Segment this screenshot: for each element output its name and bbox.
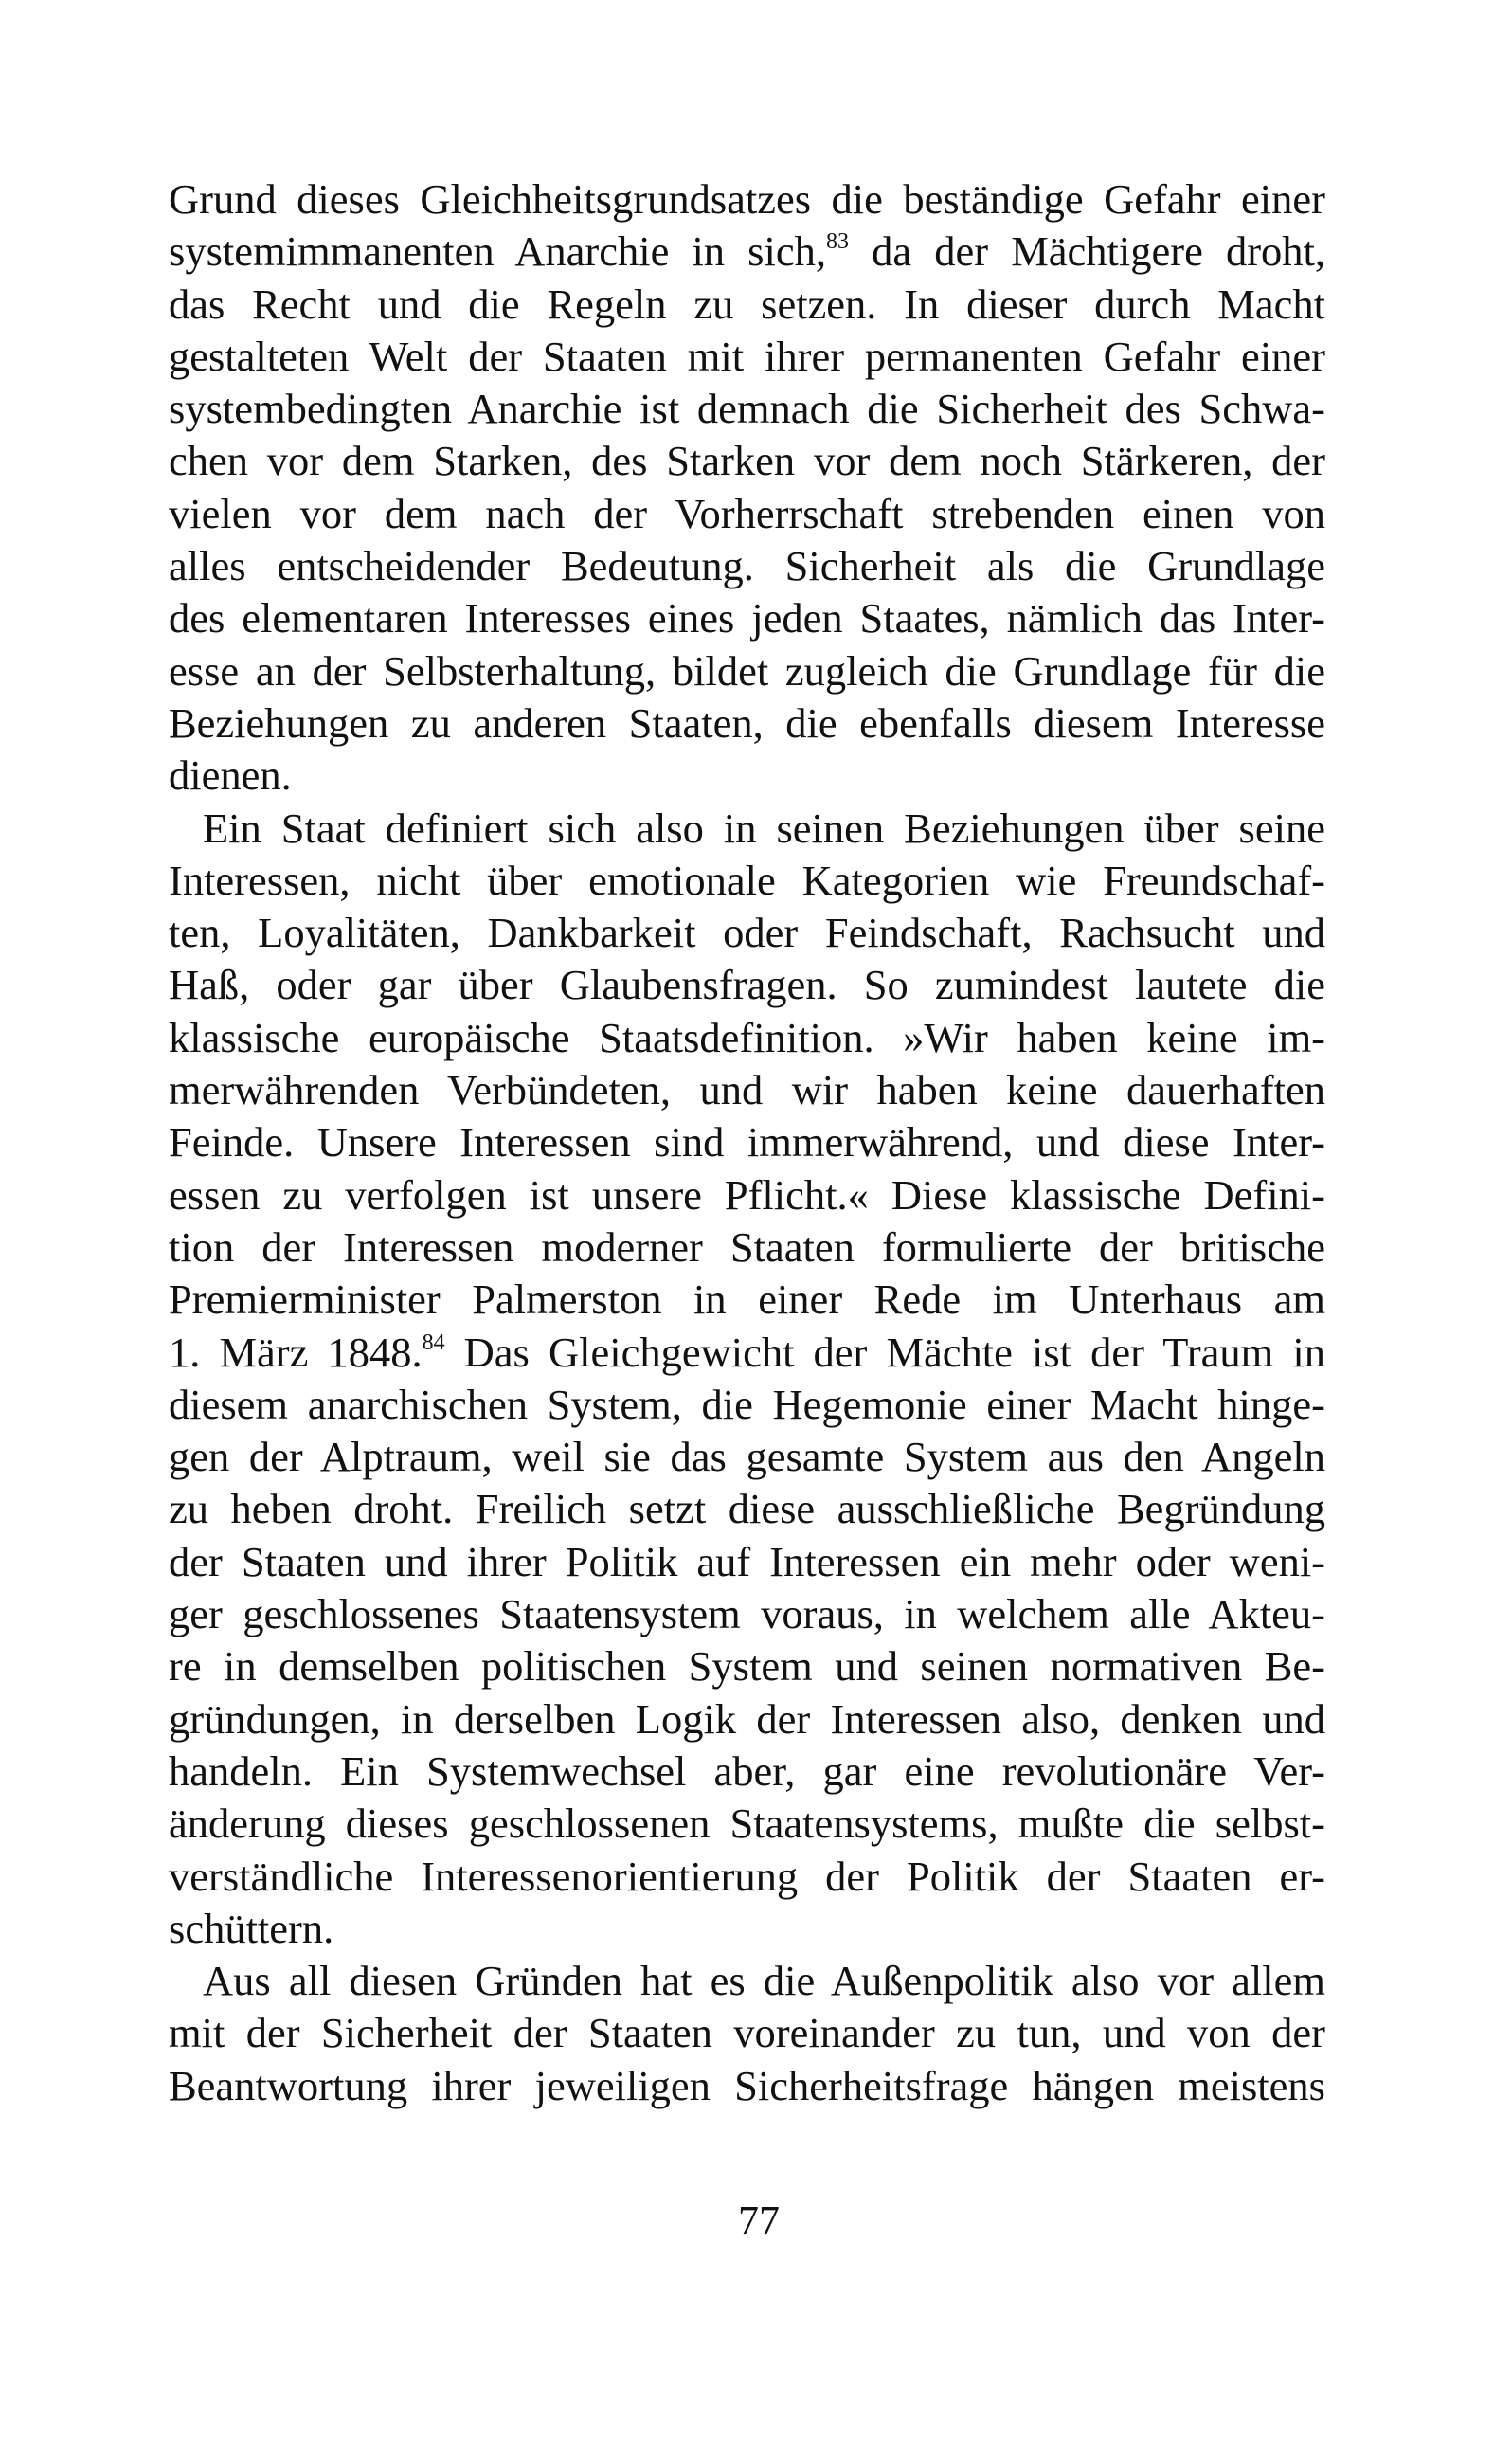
text-line: tion der Interessen moderner Staaten formulierte der britische: [169, 1222, 1325, 1271]
text-line: mit der Sicherheit der Staaten voreinander zu tun, und von der: [169, 2009, 1325, 2057]
text-line: gründungen, in derselben Logik der Interessen also, denken und: [169, 1694, 1325, 1743]
text-line: Ein Staat definiert sich also in seinen Beziehungen über seine: [203, 804, 1325, 852]
text-segment: systemimmanenten Anarchie in sich,: [169, 227, 826, 276]
text-line: merwährenden Verbündeten, und wir haben keine dauerhaften: [169, 1066, 1325, 1114]
text-line: Aus all diesen Gründen hat es die Außenpolitik also vor allem: [203, 1957, 1325, 2005]
text-line: schüttern.: [169, 1904, 334, 1952]
text-line: ten, Loyalitäten, Dankbarkeit oder Feindschaft, Rachsucht und: [169, 909, 1325, 957]
text-line: handeln. Ein Systemwechsel aber, gar eine revolutionäre Ver-: [169, 1746, 1325, 1795]
text-segment: Das Gleichgewicht der Mächte ist der Traum in: [444, 1328, 1325, 1376]
text-line: verständliche Interessenorientierung der Politik der Staaten er-: [169, 1852, 1325, 1900]
text-line: Grund dieses Gleichheitsgrundsatzes die beständige Gefahr einer: [169, 175, 1325, 223]
text-line: das Recht und die Regeln zu setzen. In dieser durch Macht: [169, 280, 1325, 328]
text-line: dienen.: [169, 751, 292, 800]
text-line: systembedingten Anarchie ist demnach die Sicherheit des Schwa-: [169, 385, 1325, 433]
body-text: [169, 173, 1325, 2112]
text-line: alles entscheidender Bedeutung. Sicherheit als die Grundlage: [169, 542, 1325, 590]
text-line: [169, 226, 1325, 278]
text-line: esse an der Selbsterhaltung, bildet zugleich die Grundlage für die: [169, 646, 1325, 695]
text-line: gestalteten Welt der Staaten mit ihrer permanenten Gefahr einer: [169, 332, 1325, 380]
text-line: [169, 1327, 1325, 1379]
footnote-reference[interactable]: 83: [826, 229, 849, 255]
text-line: Beziehungen zu anderen Staaten, die ebenfalls diesem Interesse: [169, 698, 1325, 747]
text-segment: 1. März 1848.: [169, 1328, 423, 1376]
text-line: ger geschlossenes Staatensystem voraus, in welchem alle Akteu-: [169, 1590, 1325, 1638]
text-line: vielen vor dem nach der Vorherrschaft strebenden einen von: [169, 489, 1325, 537]
text-line: re in demselben politischen System und seinen normativen Be-: [169, 1642, 1325, 1691]
text-line: gen der Alptraum, weil sie das gesamte System aus den Angeln: [169, 1433, 1325, 1481]
text-line: diesem anarchischen System, die Hegemonie einer Macht hinge-: [169, 1380, 1325, 1428]
paragraph: [169, 803, 1325, 1956]
paragraph: [169, 1955, 1325, 2112]
text-line: zu heben droht. Freilich setzt diese ausschließliche Begründung: [169, 1485, 1325, 1533]
footnote-reference[interactable]: 84: [422, 1329, 445, 1355]
text-line: des elementaren Interesses eines jeden Staates, nämlich das Inter-: [169, 594, 1325, 642]
text-line: Feinde. Unsere Interessen sind immerwährend, und diese Inter-: [169, 1118, 1325, 1167]
text-line: essen zu verfolgen ist unsere Pflicht.« Diese klassische Defini-: [169, 1170, 1325, 1219]
text-line: Interessen, nicht über emotionale Kategorien wie Freundschaf-: [169, 856, 1325, 904]
text-line: klassische europäische Staatsdefinition. »Wir haben keine im-: [169, 1013, 1325, 1061]
paragraph: [169, 173, 1325, 803]
text-line: änderung dieses geschlossenen Staatensystems, mußte die selbst-: [169, 1800, 1325, 1848]
text-line: chen vor dem Starken, des Starken vor dem noch Stärkeren, der: [169, 437, 1325, 485]
text-segment: da der Mächtigere droht,: [849, 227, 1326, 276]
text-line: Haß, oder gar über Glaubensfragen. So zumindest lautete die: [169, 961, 1325, 1009]
text-line: Premierminister Palmerston in einer Rede im Unterhaus am: [169, 1275, 1325, 1324]
page-number: 77: [738, 2198, 780, 2244]
text-line: der Staaten und ihrer Politik auf Interessen ein mehr oder weni-: [169, 1537, 1325, 1585]
text-line: Beantwortung ihrer jeweiligen Sicherheitsfrage hängen meistens: [169, 2061, 1325, 2109]
